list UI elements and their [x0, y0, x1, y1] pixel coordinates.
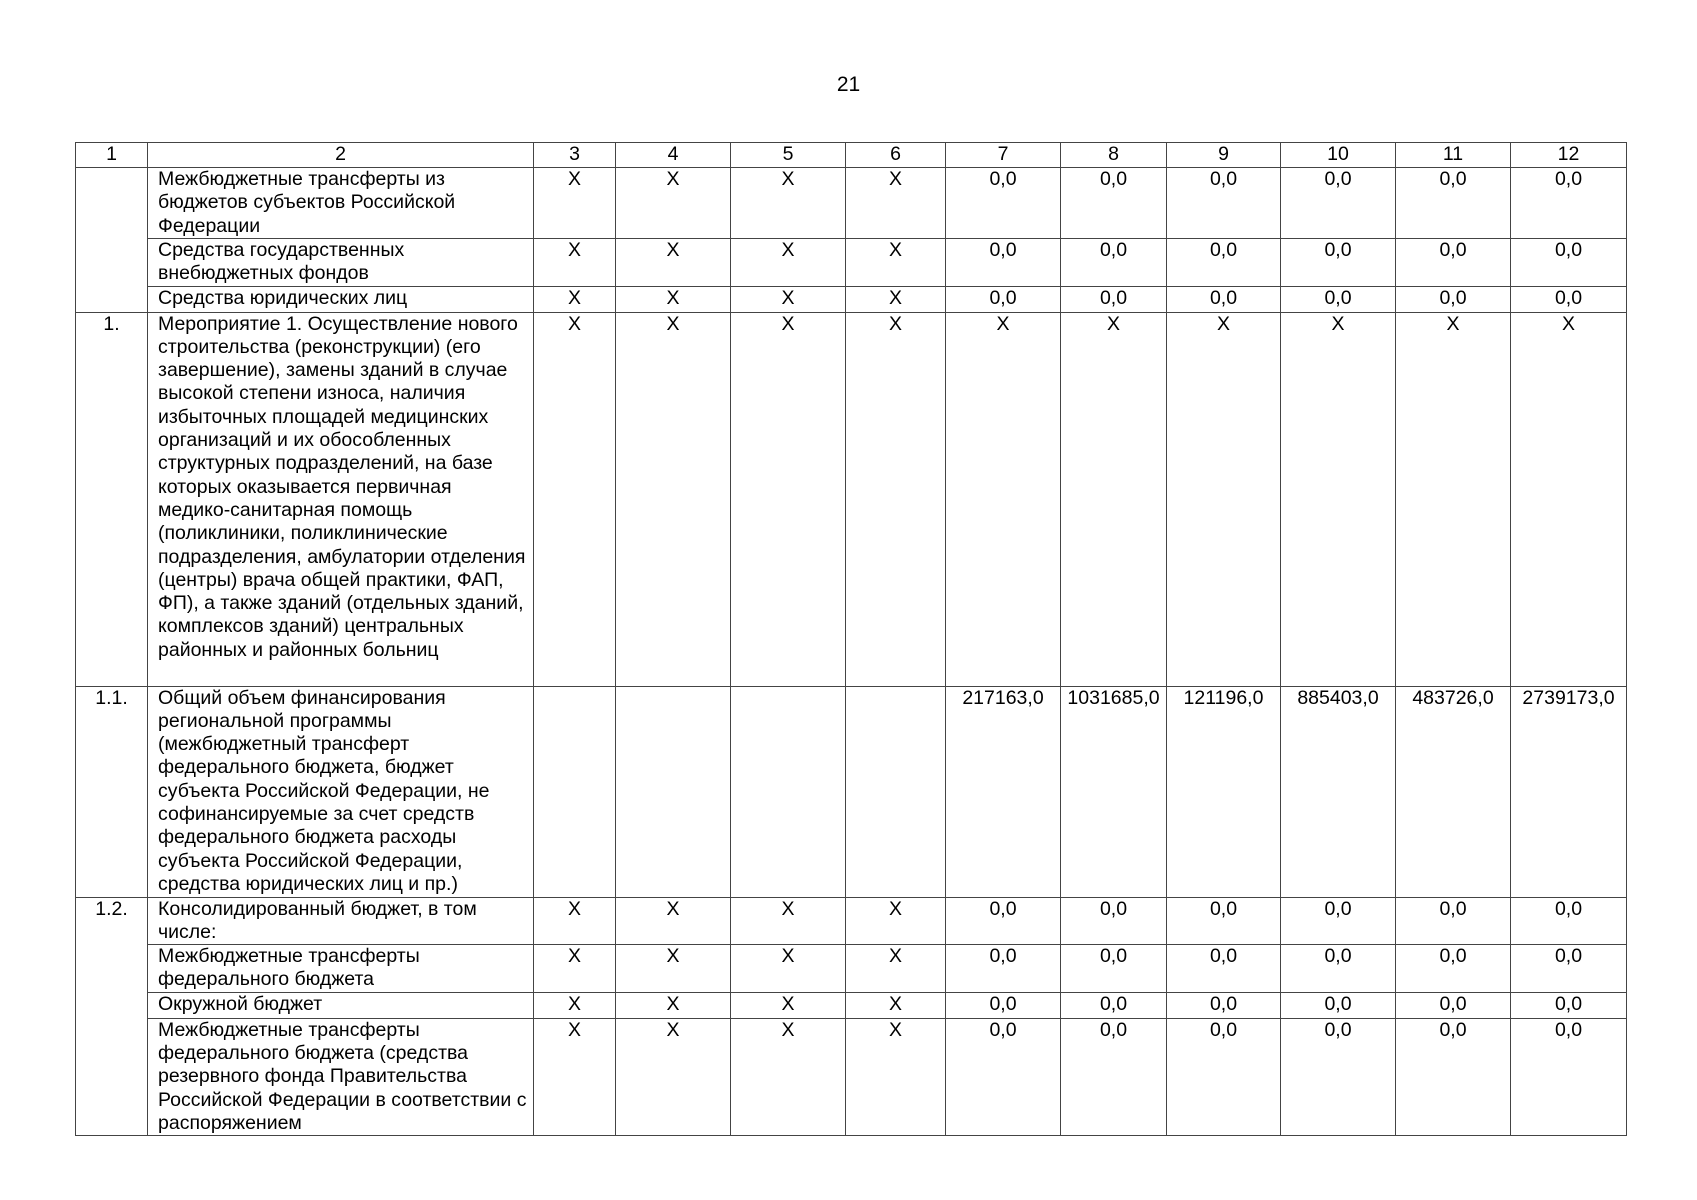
table-cell: Х	[616, 1018, 731, 1135]
table-cell: 483726,0	[1396, 686, 1511, 897]
table-cell: Х	[616, 897, 731, 945]
table-cell: Х	[731, 239, 846, 287]
header-cell: 10	[1281, 143, 1396, 168]
table-cell: 0,0	[1167, 168, 1281, 239]
table-cell: Х	[534, 168, 616, 239]
table-cell: 0,0	[1281, 1018, 1396, 1135]
table-cell: Х	[534, 286, 616, 312]
table-cell: 0,0	[1511, 897, 1627, 945]
table-cell: 1031685,0	[1061, 686, 1167, 897]
row-description: Средства государственных внебюджетных фондов	[148, 239, 534, 287]
table-cell: 0,0	[946, 168, 1061, 239]
row-number-cell	[76, 168, 148, 313]
table-cell: 0,0	[1061, 168, 1167, 239]
row-description: Общий объем финансирования региональной программы (межбюджетный трансферт федерального бюджета, бюджет субъекта Российской Федерации, не софинансируемые за счет средств федерального бюджета расходы субъекта Российской Федерации, средства юридических лиц и пр.)	[148, 686, 534, 897]
table-row	[76, 312, 1627, 686]
table-cell: 0,0	[1281, 992, 1396, 1018]
table-cell: 0,0	[1281, 239, 1396, 287]
header-row	[76, 143, 1627, 168]
table-row	[76, 686, 1627, 897]
header-cell: 6	[846, 143, 946, 168]
row-description: Средства юридических лиц	[148, 286, 534, 312]
table-cell: 0,0	[1167, 945, 1281, 993]
table-cell: 0,0	[1061, 286, 1167, 312]
table-row	[76, 239, 1627, 287]
row-description: Мероприятие 1. Осуществление нового строительства (реконструкции) (его завершение), замены зданий в случае высокой степени износа, наличия избыточных площадей медицинских организаций и их обособленных структурных подразделений, на базе которых оказывается первичная медико-санитарная помощь (поликлиники, поликлинические подразделения, амбулатории отделения (центры) врача общей практики, ФАП, ФП), а также зданий (отдельных зданий, комплексов зданий) центральных районных и районных больниц	[148, 312, 534, 686]
table-row	[76, 945, 1627, 993]
table-cell: 0,0	[1167, 286, 1281, 312]
table-cell: 0,0	[1511, 945, 1627, 993]
table-cell: 0,0	[1061, 239, 1167, 287]
table-cell: 0,0	[1511, 168, 1627, 239]
header-cell: 12	[1511, 143, 1627, 168]
table-row	[76, 168, 1627, 239]
table-cell: Х	[1061, 312, 1167, 686]
table-cell: Х	[731, 312, 846, 686]
table-cell: 0,0	[1061, 992, 1167, 1018]
table-cell: 0,0	[1396, 897, 1511, 945]
table-cell	[731, 686, 846, 897]
table-cell: 0,0	[1511, 1018, 1627, 1135]
header-cell: 1	[76, 143, 148, 168]
header-cell: 5	[731, 143, 846, 168]
header-cell: 9	[1167, 143, 1281, 168]
table-row	[76, 286, 1627, 312]
table-cell: Х	[616, 945, 731, 993]
table-cell: 0,0	[1061, 945, 1167, 993]
table-cell: Х	[846, 945, 946, 993]
table-cell: 0,0	[946, 992, 1061, 1018]
table-cell	[534, 686, 616, 897]
table-cell: 0,0	[1511, 239, 1627, 287]
row-number-cell: 1.1.	[76, 686, 148, 897]
table-cell: Х	[534, 897, 616, 945]
header-cell: 4	[616, 143, 731, 168]
table-cell: 0,0	[1167, 897, 1281, 945]
table-cell: 0,0	[1281, 945, 1396, 993]
table-cell: Х	[1167, 312, 1281, 686]
table-cell: Х	[846, 239, 946, 287]
table-cell: Х	[616, 168, 731, 239]
table-cell: Х	[1396, 312, 1511, 686]
table-cell: 217163,0	[946, 686, 1061, 897]
table-cell: Х	[534, 239, 616, 287]
table-cell: 0,0	[946, 945, 1061, 993]
table-cell	[616, 686, 731, 897]
table-cell: 0,0	[1511, 286, 1627, 312]
table-row	[76, 897, 1627, 945]
row-description: Межбюджетные трансферты федерального бюджета (средства резервного фонда Правительства Российской Федерации в соответствии с распоряжением	[148, 1018, 534, 1135]
table-cell: Х	[731, 286, 846, 312]
table-cell: Х	[616, 312, 731, 686]
table-cell: Х	[534, 992, 616, 1018]
table-cell: 0,0	[946, 286, 1061, 312]
row-number-cell: 1.	[76, 312, 148, 686]
table-cell: 2739173,0	[1511, 686, 1627, 897]
table-cell: Х	[731, 168, 846, 239]
table-cell: Х	[616, 239, 731, 287]
table-cell: 0,0	[1281, 286, 1396, 312]
table-cell: Х	[1511, 312, 1627, 686]
table-cell: 0,0	[1396, 239, 1511, 287]
table-cell: Х	[846, 992, 946, 1018]
table-row	[76, 992, 1627, 1018]
table-cell: Х	[846, 1018, 946, 1135]
header-cell: 2	[148, 143, 534, 168]
table-cell: Х	[846, 168, 946, 239]
table-cell: 0,0	[1396, 286, 1511, 312]
table-cell: Х	[731, 1018, 846, 1135]
table-cell: 0,0	[1167, 1018, 1281, 1135]
table-cell: Х	[846, 312, 946, 686]
header-cell: 7	[946, 143, 1061, 168]
table-cell: 0,0	[1061, 897, 1167, 945]
budget-table	[75, 142, 1627, 1136]
table-cell: 0,0	[1396, 1018, 1511, 1135]
table-cell: 121196,0	[1167, 686, 1281, 897]
header-cell: 8	[1061, 143, 1167, 168]
header-cell: 3	[534, 143, 616, 168]
row-description: Межбюджетные трансферты федерального бюджета	[148, 945, 534, 993]
table-cell: 0,0	[946, 1018, 1061, 1135]
table-cell: Х	[946, 312, 1061, 686]
table-cell: 0,0	[1281, 897, 1396, 945]
table-cell: 0,0	[1396, 945, 1511, 993]
row-description: Межбюджетные трансферты из бюджетов субъектов Российской Федерации	[148, 168, 534, 239]
table-cell: Х	[1281, 312, 1396, 686]
table-cell: 0,0	[1281, 168, 1396, 239]
table-cell: 0,0	[1396, 168, 1511, 239]
table-cell: 885403,0	[1281, 686, 1396, 897]
table-cell	[846, 686, 946, 897]
table-cell: 0,0	[1167, 992, 1281, 1018]
row-description: Консолидированный бюджет, в том числе:	[148, 897, 534, 945]
table-cell: Х	[731, 992, 846, 1018]
table-row	[76, 1018, 1627, 1135]
table-cell: 0,0	[946, 897, 1061, 945]
table-cell: 0,0	[1511, 992, 1627, 1018]
row-number-cell: 1.2.	[76, 897, 148, 1136]
table-cell: Х	[616, 992, 731, 1018]
row-description: Окружной бюджет	[148, 992, 534, 1018]
table-cell: Х	[731, 945, 846, 993]
table-cell: Х	[534, 1018, 616, 1135]
table-cell: 0,0	[1061, 1018, 1167, 1135]
table-cell: Х	[534, 312, 616, 686]
header-cell: 11	[1396, 143, 1511, 168]
table-cell: Х	[846, 897, 946, 945]
table-cell: Х	[534, 945, 616, 993]
table-cell: Х	[846, 286, 946, 312]
table-cell: 0,0	[1396, 992, 1511, 1018]
table-cell: Х	[731, 897, 846, 945]
table-cell: 0,0	[1167, 239, 1281, 287]
table-cell: 0,0	[946, 239, 1061, 287]
table-cell: Х	[616, 286, 731, 312]
page-number: 21	[836, 73, 861, 96]
